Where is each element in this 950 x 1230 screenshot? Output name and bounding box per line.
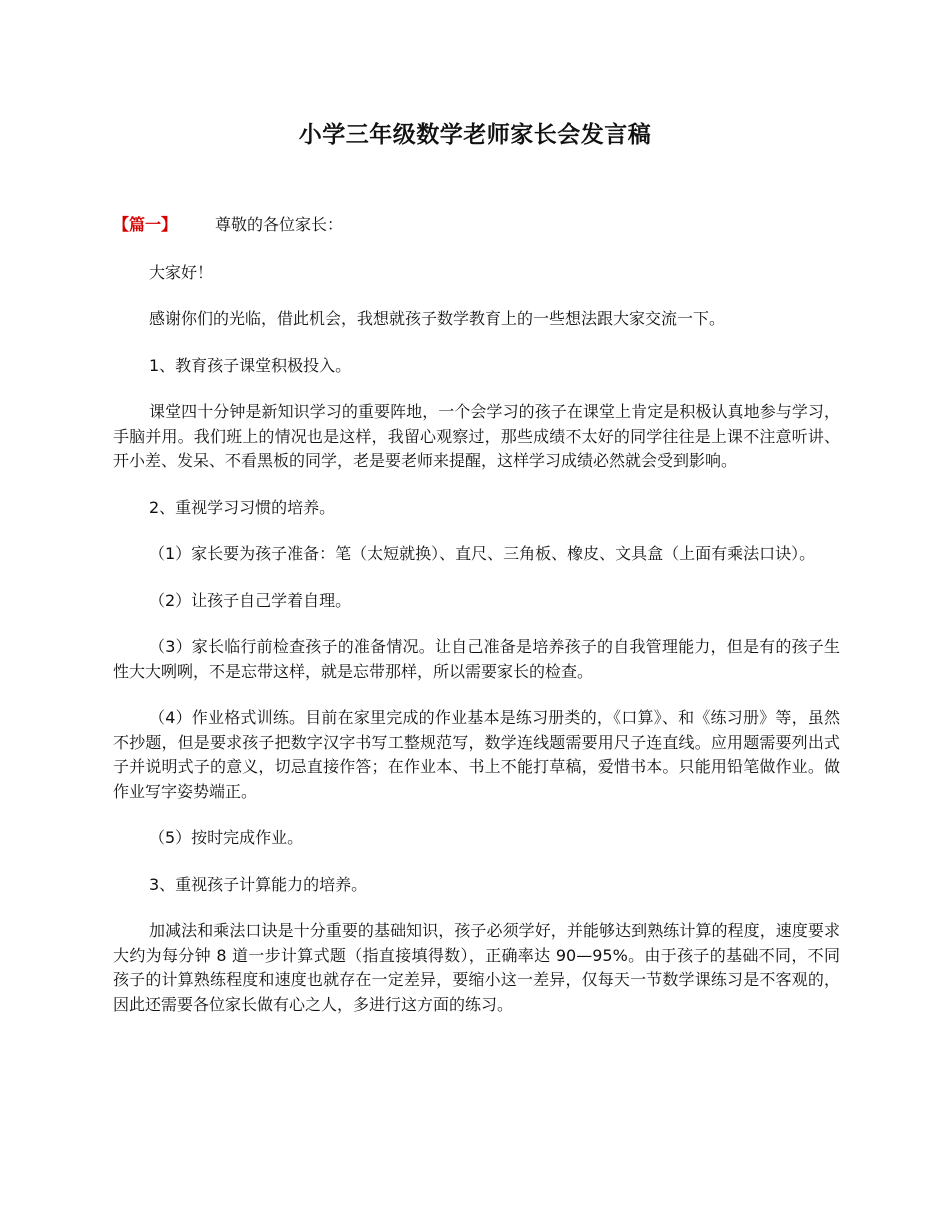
document-body (113, 213, 840, 1039)
paragraph-habit-5: （5）按时完成作业。 (149, 828, 304, 847)
heading-habits: 2、重视学习习惯的培养。 (149, 497, 336, 517)
paragraph-habit-3: （3）家长临行前检查孩子的准备情况。让自己准备是培养孩子的自我管理能力，但是有的孩子生性大大咧咧，不是忘带这样，就是忘带那样，所以需要家长的检查。 (113, 637, 840, 681)
paragraph-habit-1: （1）家长要为孩子准备：笔（太短就换）、直尺、三角板、橡皮、文具盒（上面有乘法口诀）。 (149, 544, 816, 563)
opening-line (113, 213, 840, 238)
section-tag: 【篇一】 (113, 215, 178, 234)
paragraph-classroom: 课堂四十分钟是新知识学习的重要阵地，一个会学习的孩子在课堂上肯定是积极认真地参与学习，手脑并用。我们班上的情况也是这样，我留心观察过，那些成绩不太好的同学往往是上课不注意听讲、开小差、发呆、不看黑板的同学，老是要老师来提醒，这样学习成绩必然就会受到影响。 (113, 402, 840, 470)
paragraph-calculation: 加减法和乘法口诀是十分重要的基础知识，孩子必须学好，并能够达到熟练计算的程度，速度要求大约为每分钟 8 道一步计算式题（指直接填得数），正确率达 90—95%。由于孩子的基础不同，不同孩子的计算熟练程度和速度也就存在一定差异，要缩小这一差异，仅每天一节数学课练习是不客观的，因此还需要各位家长做有心之人，多进行这方面的练习。 (113, 921, 840, 1014)
paragraph-habit-4: （4）作业格式训练。目前在家里完成的作业基本是练习册类的，《口算》、和《练习册》等，虽然不抄题，但是要求孩子把数字汉字书写工整规范写，数学连线题需要用尺子连直线。应用题需要列出式子并说明式子的意义，切忌直接作答；在作业本、书上不能打草稿，爱惜书本。只能用铅笔做作业。做作业写字姿势端正。 (113, 708, 840, 801)
paragraph-habit-2: （2）让孩子自己学着自理。 (149, 590, 352, 610)
document-title: 小学三年级数学老师家长会发言稿 (298, 122, 652, 148)
paragraph-thanks: 感谢你们的光临，借此机会，我想就孩子数学教育上的一些想法跟大家交流一下。 (149, 309, 726, 328)
heading-classroom: 1、教育孩子课堂积极投入。 (149, 355, 352, 375)
greeting-text: 尊敬的各位家长： (215, 215, 344, 234)
paragraph-hello: 大家好！ (149, 262, 214, 282)
heading-calculation: 3、重视孩子计算能力的培养。 (149, 874, 368, 894)
